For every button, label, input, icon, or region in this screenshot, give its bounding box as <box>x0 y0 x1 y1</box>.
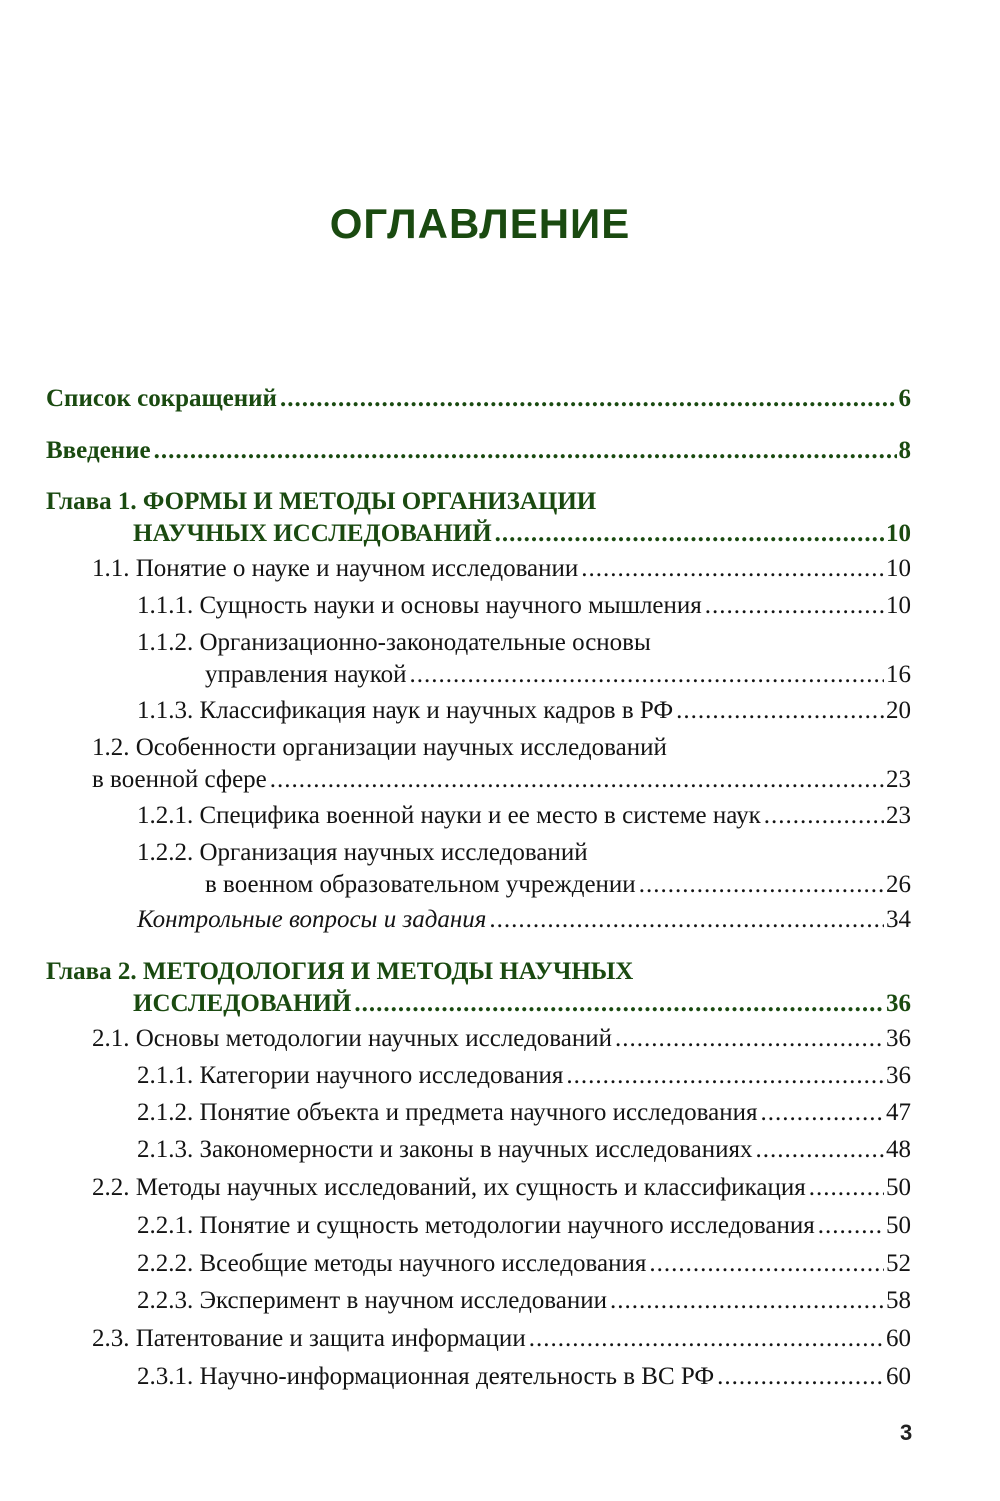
toc-entry-2-1-2[interactable] <box>137 1097 911 1129</box>
toc-entry-page: 36 <box>886 1062 911 1089</box>
toc-entry-title-line: 1.2.2. Организация научных исследований <box>137 839 588 866</box>
toc-entry-abbreviations[interactable] <box>46 383 911 415</box>
toc-entry-2-3[interactable] <box>92 1323 911 1355</box>
toc-entry-label: НАУЧНЫХ ИССЛЕДОВАНИЙ <box>133 520 492 547</box>
toc-entry-page: 10 <box>886 555 911 582</box>
dot-leader <box>410 659 885 691</box>
dot-leader <box>581 553 884 585</box>
toc-entry-label: 1.2.1. Специфика военной науки и ее место в системе наук <box>137 802 761 829</box>
toc-entry-label: 2.1.1. Категории научного исследования <box>137 1062 564 1089</box>
toc-entry-1-2[interactable] <box>92 732 911 796</box>
dot-leader <box>489 904 884 936</box>
toc-entry-title-line: 1.2. Особенности организации научных исследований <box>92 734 667 761</box>
toc-entry-label: в военной сфере <box>92 766 267 793</box>
toc-entry-2-2[interactable] <box>92 1172 911 1204</box>
toc-entry-label: 2.2.2. Всеобщие методы научного исследования <box>137 1250 647 1277</box>
toc-entry-label: 2.1. Основы методологии научных исследований <box>92 1025 612 1052</box>
toc-entry-page: 8 <box>898 437 911 464</box>
dot-leader <box>818 1210 884 1242</box>
toc-entry-page: 34 <box>886 906 911 933</box>
toc-entry-2-1-1[interactable] <box>137 1060 911 1092</box>
dot-leader <box>760 1097 884 1129</box>
dot-leader <box>280 383 897 415</box>
dot-leader <box>676 695 884 727</box>
toc-entry-1-2-1[interactable] <box>137 800 911 832</box>
toc-entry-label: 2.3. Патентование и защита информации <box>92 1325 526 1352</box>
dot-leader <box>756 1134 885 1166</box>
toc-entry-page: 36 <box>886 1025 911 1052</box>
toc-entry-page: 26 <box>886 871 911 898</box>
toc-entry-page: 20 <box>886 697 911 724</box>
dot-leader <box>566 1060 884 1092</box>
toc-entry-review-questions[interactable] <box>137 904 911 936</box>
dot-leader <box>495 518 884 550</box>
toc-entry-page: 50 <box>886 1212 911 1239</box>
toc-entry-label: 2.2.1. Понятие и сущность методологии научного исследования <box>137 1212 815 1239</box>
toc-entry-page: 16 <box>886 661 911 688</box>
toc-entry-2-1-3[interactable] <box>137 1134 911 1166</box>
toc-entry-page: 36 <box>886 990 911 1017</box>
dot-leader <box>529 1323 884 1355</box>
toc-entry-page: 58 <box>886 1287 911 1314</box>
dot-leader <box>154 435 897 467</box>
toc-entry-label: Введение <box>46 437 151 464</box>
toc-entry-2-2-3[interactable] <box>137 1285 911 1317</box>
toc-entry-page: 23 <box>886 766 911 793</box>
toc-entry-page: 47 <box>886 1099 911 1126</box>
toc-entry-title-line: 1.1.2. Организационно-законодательные основы <box>137 629 651 656</box>
toc-entry-label: в военном образовательном учреждении <box>205 871 636 898</box>
toc-entry-1-2-2[interactable] <box>137 837 911 901</box>
toc-entry-2-1[interactable] <box>92 1023 911 1055</box>
toc-entry-2-2-1[interactable] <box>137 1210 911 1242</box>
toc-entry-page: 60 <box>886 1325 911 1352</box>
toc-entry-label: ИССЛЕДОВАНИЙ <box>133 990 352 1017</box>
toc-entry-1-1-2[interactable] <box>137 627 911 691</box>
toc-entry-label: 2.2.3. Эксперимент в научном исследовании <box>137 1287 607 1314</box>
toc-entry-1-1[interactable] <box>92 553 911 585</box>
toc-entry-1-1-3[interactable] <box>137 695 911 727</box>
toc-entry-title-line: Глава 2. МЕТОДОЛОГИЯ И МЕТОДЫ НАУЧНЫХ <box>46 958 634 985</box>
toc-entry-page: 10 <box>886 592 911 619</box>
toc-entry-label: 2.2. Методы научных исследований, их сущность и классификация <box>92 1174 806 1201</box>
toc-entry-label: управления наукой <box>205 661 407 688</box>
toc-entry-2-2-2[interactable] <box>137 1248 911 1280</box>
toc-entry-introduction[interactable] <box>46 435 911 467</box>
dot-leader <box>610 1285 884 1317</box>
toc-entry-label: 1.1.3. Классификация наук и научных кадров в РФ <box>137 697 674 724</box>
toc-entry-label: 1.1. Понятие о науке и научном исследовании <box>92 555 579 582</box>
toc-entry-1-1-1[interactable] <box>137 590 911 622</box>
toc-entry-label: 1.1.1. Сущность науки и основы научного мышления <box>137 592 702 619</box>
toc-entry-page: 60 <box>886 1363 911 1390</box>
dot-leader <box>615 1023 884 1055</box>
toc-entry-2-3-1[interactable] <box>137 1361 911 1393</box>
toc-entry-page: 23 <box>886 802 911 829</box>
toc-entry-chapter-2[interactable] <box>46 956 911 1020</box>
dot-leader <box>639 869 884 901</box>
toc-entry-label: Контрольные вопросы и задания <box>137 906 487 933</box>
page-number: 3 <box>900 1420 913 1445</box>
dot-leader <box>705 590 884 622</box>
toc-entry-page: 50 <box>886 1174 911 1201</box>
toc-entry-label: 2.1.3. Закономерности и законы в научных исследованиях <box>137 1136 753 1163</box>
dot-leader <box>717 1361 884 1393</box>
dot-leader <box>649 1248 884 1280</box>
toc-entry-title-line: Глава 1. ФОРМЫ И МЕТОДЫ ОРГАНИЗАЦИИ <box>46 488 597 515</box>
toc-entry-page: 10 <box>886 520 911 547</box>
dot-leader <box>354 988 884 1020</box>
dot-leader <box>809 1172 884 1204</box>
dot-leader <box>764 800 884 832</box>
toc-entry-chapter-1[interactable] <box>46 486 911 550</box>
toc-entry-page: 48 <box>886 1136 911 1163</box>
toc-entry-page: 6 <box>898 385 911 412</box>
toc-entry-label: 2.1.2. Понятие объекта и предмета научного исследования <box>137 1099 758 1126</box>
toc-entry-page: 52 <box>886 1250 911 1277</box>
dot-leader <box>270 764 884 796</box>
page-title: ОГЛАВЛЕНИЕ <box>329 200 631 247</box>
toc-entry-label: Список сокращений <box>46 385 277 412</box>
toc-entry-label: 2.3.1. Научно-информационная деятельность в ВС РФ <box>137 1363 715 1390</box>
